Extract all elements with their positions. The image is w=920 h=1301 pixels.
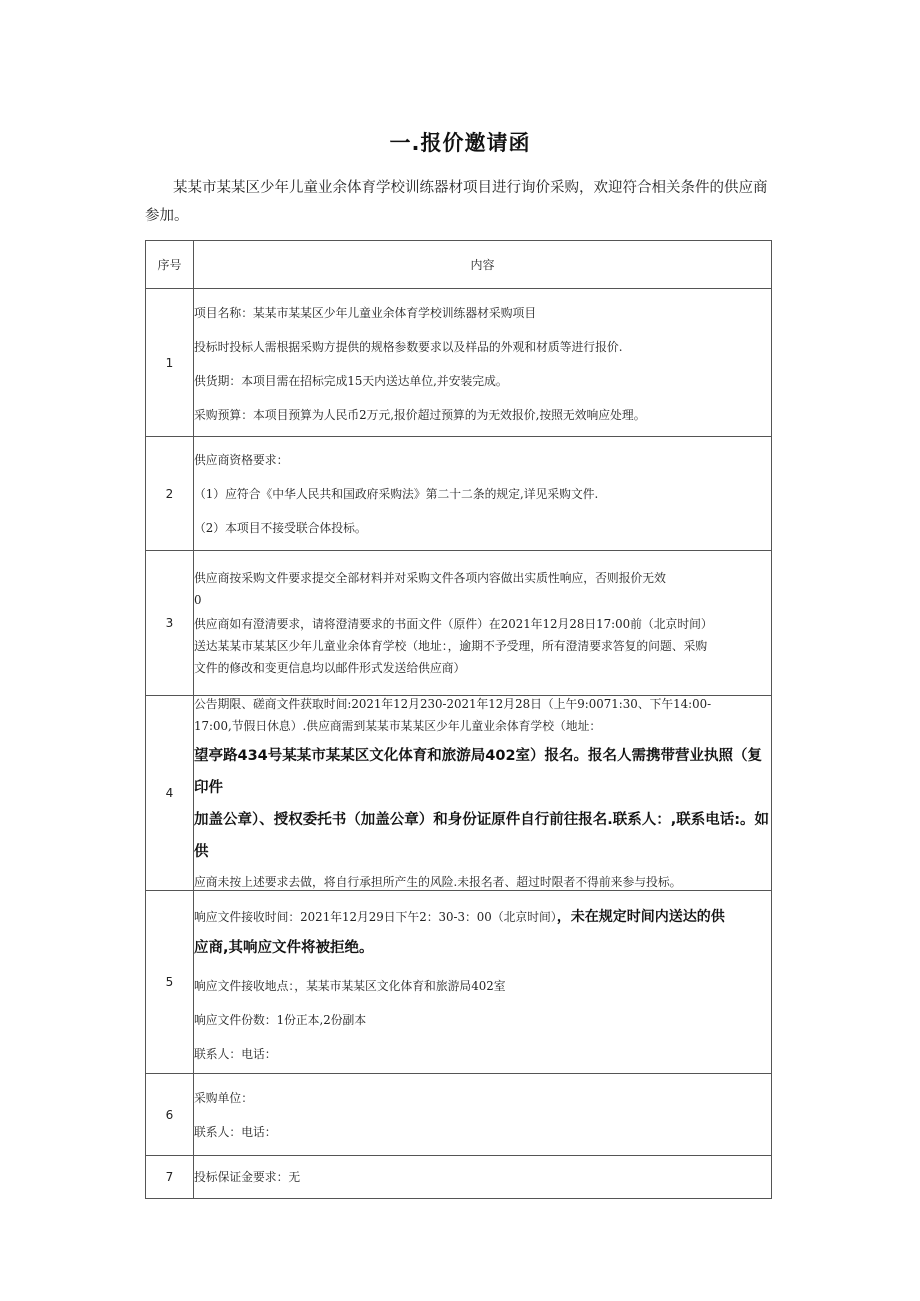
row-line: 项目名称：某某市某某区少年儿童业余体育学校训练器材采购项目 (194, 305, 537, 320)
row-line: 供应商按采购文件要求提交全部材料并对采购文件各项内容做出实质性响应，否则报价无效 (194, 571, 666, 585)
row-line: 响应文件份数：1份正本,2份副本 (194, 1013, 367, 1027)
table-row (146, 891, 772, 1074)
row-line: 公告期限、磋商文件获取时间:2021年12月230-2021年12月28日（上午9:0071:30、下午14:00- (194, 697, 712, 711)
row-line: 联系人：电话： (194, 1047, 277, 1061)
row-line: 0 (194, 593, 202, 607)
row-line: 应商未按上述要求去做，将自行承担所产生的风险.未报名者、超过时限者不得前来参与投标。 (194, 875, 682, 889)
row-line: 供货期：本项目需在招标完成15天内送达单位,并安装完成。 (194, 373, 508, 388)
row-line: 加盖公章）、授权委托书（加盖公章）和身份证原件自行前往报名.联系人：,联系电话:。如供 (194, 812, 770, 860)
table-row (146, 551, 772, 696)
row-number: 4 (146, 696, 194, 891)
invitation-table (145, 240, 772, 1199)
row-line-part: ，未在规定时间内送达的供 (556, 909, 725, 925)
row-line: 联系人：电话： (194, 1124, 277, 1139)
table-row (146, 696, 772, 891)
row-number: 7 (146, 1156, 194, 1199)
row-line: 供应商资格要求： (194, 452, 289, 467)
row-line: 17:00,节假日休息）.供应商需到某某市某某区少年儿童业余体育学校（地址： (194, 719, 602, 733)
row-line: 投标保证金要求：无 (194, 1170, 301, 1184)
header-no: 序号 (146, 241, 194, 289)
page-title: 一.报价邀请函 (389, 131, 531, 155)
row-line: 响应文件接收地点：，某某市某某区文化体育和旅游局402室 (194, 979, 506, 993)
table-row (146, 437, 772, 551)
row-line-part: 响应文件接收时间：2021年12月29日下午2：30-3：00（北京时间） (194, 910, 557, 924)
row-line: （2）本项目不接受联合体投标。 (194, 520, 367, 535)
row-content (194, 696, 772, 891)
row-number: 6 (146, 1074, 194, 1156)
row-line: 供应商如有澄清要求，请将澄清要求的书面文件（原件）在2021年12月28日17:00前（北京时间） (194, 617, 713, 631)
row-content (194, 1074, 772, 1156)
row-line: 应商,其响应文件将被拒绝。 (194, 940, 374, 956)
row-content (194, 289, 772, 437)
row-number: 1 (146, 289, 194, 437)
row-number: 5 (146, 891, 194, 1074)
table-header-row (146, 241, 772, 289)
row-line: 采购预算：本项目预算为人民币2万元,报价超过预算的为无效报价,按照无效响应处理。 (194, 407, 646, 422)
row-content (194, 551, 772, 696)
row-content (194, 1156, 772, 1199)
row-number: 2 (146, 437, 194, 551)
row-line: 文件的修改和变更信息均以邮件形式发送给供应商） (194, 661, 466, 675)
table-row (146, 1156, 772, 1199)
header-content: 内容 (194, 241, 772, 289)
row-content (194, 891, 772, 1074)
row-line: 望亭路434号某某市某某区文化体育和旅游局402室）报名。报名人需携带营业执照（复印件 (194, 748, 763, 796)
row-line: 采购单位： (194, 1090, 253, 1105)
row-line: 送达某某市某某区少年儿童业余体育学校（地址：，逾期不予受理，所有澄清要求答复的问题、采购 (194, 639, 708, 653)
row-line (194, 902, 771, 932)
row-line: 投标时投标人需根据采购方提供的规格参数要求以及样品的外观和材质等进行报价. (194, 339, 623, 354)
intro-paragraph: 某某市某某区少年儿童业余体育学校训练器材项目进行询价采购，欢迎符合相关条件的供应商参加。 (145, 180, 768, 224)
row-line: （1）应符合《中华人民共和国政府采购法》第二十二条的规定,详见采购文件. (194, 486, 599, 501)
row-number: 3 (146, 551, 194, 696)
row-content (194, 437, 772, 551)
table-row (146, 1074, 772, 1156)
table-row (146, 289, 772, 437)
